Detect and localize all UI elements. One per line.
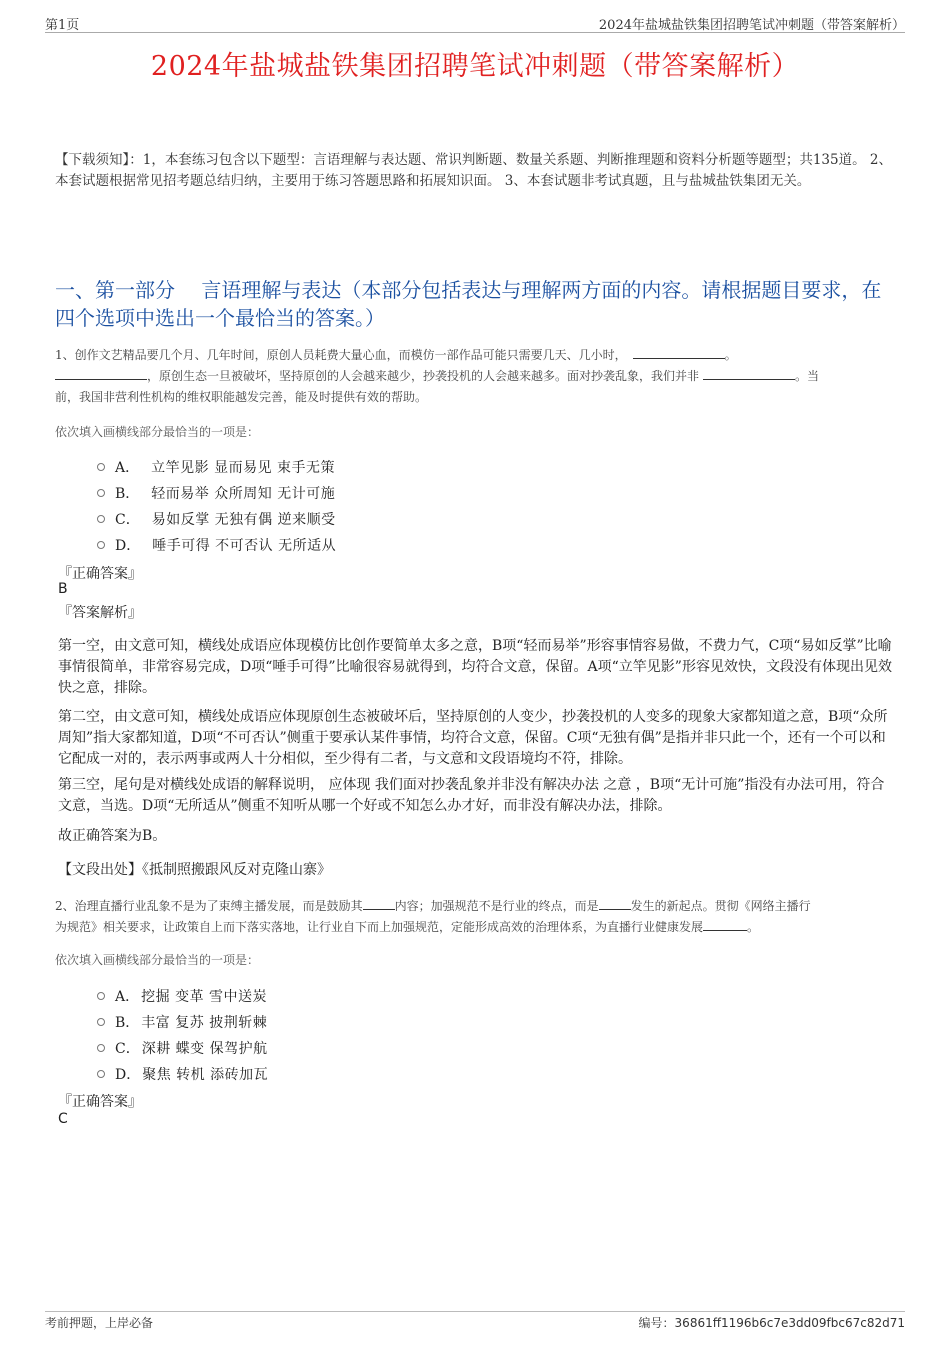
blank-line <box>633 346 725 359</box>
q2-option-d[interactable] <box>97 1064 268 1084</box>
q2-prompt: 依次填入画横线部分最恰当的一项是： <box>55 953 260 967</box>
blank-line <box>363 897 395 910</box>
q1-analysis-3: 第三空，尾句是对横线处成语的解释说明， 应体现 我们面对抄袭乱象并非没有解决办法 之意 ，B项“无计可施”指没有办法可用，符合文意，当选。D项“无所适从”侧重不知听从哪一个好或不知怎么办才好，而非没有解决办法，排除。 <box>58 777 885 814</box>
code-label: 编号： <box>638 1316 675 1330</box>
q2-answer-label: 『正确答案』 <box>58 1094 142 1110</box>
radio-icon[interactable] <box>97 1018 105 1026</box>
blank-line <box>703 918 747 931</box>
q2-option-a[interactable] <box>97 986 267 1006</box>
header-doc-title: 2024年盐城盐铁集团招聘笔试冲刺题（带答案解析） <box>598 18 905 33</box>
q1-conclusion: 故正确答案为B。 <box>58 828 167 844</box>
option-letter: B． <box>115 1015 140 1031</box>
page-number: 第1页 <box>45 18 80 33</box>
option-text: 易如反掌 无独有偶 逆来顺受 <box>151 512 336 528</box>
option-letter: B． <box>115 486 140 502</box>
option-letter: A． <box>115 989 140 1005</box>
option-text: 立竿见影 显而易见 束手无策 <box>151 460 336 476</box>
q2-text-part: 内容；加强规范不是行业的终点，而是 <box>394 899 599 913</box>
option-letter: A． <box>115 460 140 476</box>
q1-text-part: 。 <box>724 348 737 362</box>
radio-icon[interactable] <box>97 489 105 497</box>
radio-icon[interactable] <box>97 1044 105 1052</box>
footer-divider <box>45 1311 905 1312</box>
q1-text-part: 。当 <box>795 369 820 383</box>
q1-text-part: ，原创生态一旦被破坏，坚持原创的人会越来越少，抄袭投机的人会越来越多。面对抄袭乱象，我们并非 <box>147 369 700 383</box>
option-letter: C． <box>115 512 140 528</box>
q1-source: 【文段出处】《抵制照搬跟风反对克隆山寨》 <box>58 862 331 878</box>
q1-option-a[interactable] <box>97 457 335 477</box>
q1-analysis-1: 第一空，由文意可知，横线处成语应体现模仿比创作要简单太多之意，B项“轻而易举”形容事情容易做，不费力气，C项“易如反掌”比喻事情很简单，非常容易完成，D项“唾手可得”比喻很容易就得到，均符合文意，保留。A项“立竿见影”形容见效快，文段没有体现出见效快之意，排除。 <box>58 638 892 696</box>
q1-text-part: 前，我国非营利性机构的维权职能越发完善，能及时提供有效的帮助。 <box>55 390 428 404</box>
q2-text-part: 。 <box>747 920 760 934</box>
q2-text-part: 2、治理直播行业乱象不是为了束缚主播发展，而是鼓励其 <box>55 899 363 913</box>
q1-answer-label: 『正确答案』 <box>58 566 142 582</box>
blank-line <box>55 367 147 380</box>
code-value: 36861ff1196b6c7e3dd09fbc67c82d71 <box>674 1316 905 1330</box>
q1-option-c[interactable] <box>97 509 336 529</box>
q2-answer: C <box>58 1111 68 1127</box>
question-2-stem <box>55 896 895 938</box>
option-text: 深耕 蝶变 保驾护航 <box>141 1041 268 1057</box>
q2-text-part: 发生的新起点。贯彻《网络主播行 <box>630 899 811 913</box>
q2-option-b[interactable] <box>97 1012 267 1032</box>
radio-icon[interactable] <box>97 515 105 523</box>
option-text: 唾手可得 不可否认 无所适从 <box>152 538 337 554</box>
option-letter: D． <box>115 538 141 554</box>
q1-analysis-2: 第二空，由文意可知，横线处成语应体现原创生态被破坏后，坚持原创的人变少，抄袭投机的人变多的现象大家都知道之意，B项“众所周知”指大家都知道，D项“不可否认”侧重于要承认某件事情，均符合文意，保留。C项“无独有偶”是指并非只此一个，还有一个可以和它配成一对的，表示两事或两人十分相似，至少得有二者，与文意和文段语境均不符，排除。 <box>58 709 888 767</box>
header-divider <box>45 32 905 33</box>
option-text: 挖掘 变革 雪中送炭 <box>141 989 268 1005</box>
q1-option-d[interactable] <box>97 535 336 555</box>
option-text: 聚焦 转机 添砖加瓦 <box>142 1067 269 1083</box>
section-heading: 一、第一部分 言语理解与表达（本部分包括表达与理解两方面的内容。请根据题目要求，在四个选项中选出一个最恰当的答案。） <box>55 278 882 330</box>
footer-slogan: 考前押题，上岸必备 <box>45 1316 154 1330</box>
q1-text-part: 1、创作文艺精品要几个月、几年时间，原创人员耗费大量心血，而模仿一部作品可能只需要几天、几小时， <box>55 348 627 362</box>
q1-prompt: 依次填入画横线部分最恰当的一项是： <box>55 425 260 439</box>
q1-answer: B <box>58 581 68 597</box>
radio-icon[interactable] <box>97 541 105 549</box>
blank-line <box>599 897 631 910</box>
option-letter: D． <box>115 1067 141 1083</box>
option-letter: C． <box>115 1041 140 1057</box>
download-notice: 【下载须知】：1，本套练习包含以下题型：言语理解与表达题、常识判断题、数量关系题、判断推理题和资料分析题等题型；共135道。 2、本套试题根据常见招考题总结归纳，主要用于练习答题思路和拓展知识面。 3、本套试题非考试真题，且与盐城盐铁集团无关。 <box>55 152 892 189</box>
footer-code <box>639 1314 905 1331</box>
q1-analysis-label: 『答案解析』 <box>58 605 142 621</box>
radio-icon[interactable] <box>97 463 105 471</box>
q1-option-b[interactable] <box>97 483 335 503</box>
document-title: 2024年盐城盐铁集团招聘笔试冲刺题（带答案解析） <box>150 51 800 82</box>
q2-text-part: 为规范》相关要求，让政策自上而下落实落地，让行业自下而上加强规范，定能形成高效的治理体系，为直播行业健康发展 <box>55 920 704 934</box>
option-text: 轻而易举 众所周知 无计可施 <box>151 486 336 502</box>
blank-line <box>703 367 795 380</box>
radio-icon[interactable] <box>97 1070 105 1078</box>
question-1-stem <box>55 345 895 408</box>
option-text: 丰富 复苏 披荆斩棘 <box>141 1015 268 1031</box>
radio-icon[interactable] <box>97 992 105 1000</box>
q2-option-c[interactable] <box>97 1038 268 1058</box>
